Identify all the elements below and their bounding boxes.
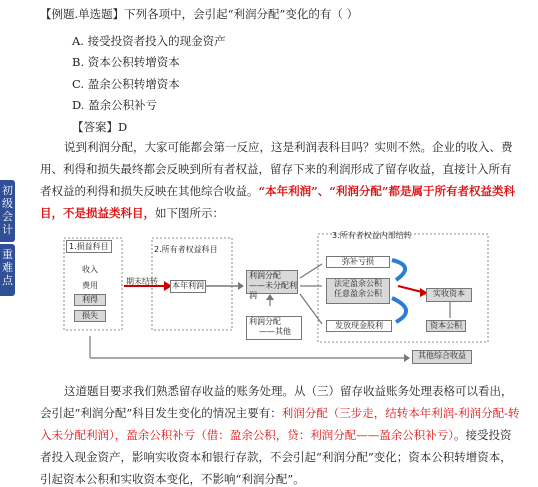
side-tab-char: 难 [2, 261, 13, 274]
accounting-flow-diagram [60, 226, 506, 370]
highlight-text: “本年利润”、“利润分配”都是属于所有者权益类科目，不是损益类科目， [40, 184, 515, 220]
explanation-paragraph-1 [40, 136, 520, 224]
group-1-title: 1.损益科目 [66, 240, 112, 253]
explanation-text: 如下图所示： [155, 206, 224, 220]
profit-distribution-other-box [246, 316, 302, 340]
option-b: B. 资本公积转增资本 [72, 55, 180, 69]
side-tab-char: 会 [2, 210, 13, 223]
other-label: ——其他 [259, 327, 291, 336]
undistributed-label: ——未分配利润 [249, 281, 297, 300]
side-tab-key-points[interactable] [0, 244, 15, 296]
cash-dividend-box: 发放现金股利 [326, 320, 392, 332]
option-a: A. 接受投资者投入的现金资产 [72, 34, 226, 48]
group-3-title: 3.所有者权益内部结转 [332, 231, 412, 240]
option-d: D. 盈余公积补亏 [72, 98, 158, 112]
explanation-text: 说到利润分配，大家可能都会第一反应，这是利润表科目吗？实则不然。企业的收入、费用、利得和损失最终都会反映到所有者权益，留存下来的利润形成了留存收益，直接计入所有者权益的利得和损失反映在其他综合收益。 [40, 140, 513, 198]
surplus-reserve-box [326, 278, 390, 304]
income-label: 收入 [82, 265, 98, 274]
capital-reserve-box: 资本公积 [426, 320, 466, 332]
explanation-text: 这道题目要求我们熟悉留存收益的账务处理。从（三）留存收益账务处理表格可以看出，会引起“利润分配”科目发生变化的情况主要有： [40, 384, 513, 420]
side-tab-char: 点 [2, 274, 13, 287]
discretionary-reserve-label: 任意盈余公积 [334, 289, 382, 298]
gain-box: 利得 [74, 294, 106, 306]
highlight-text: 利润分配（三步走，结转本年利润-利润分配-转入未分配利润），盈余公积补亏（借：盈余公积，贷：利润分配——盈余公积补亏） [40, 406, 520, 442]
side-tab-char: 初 [2, 184, 13, 197]
other-comprehensive-income-box: 其他综合收益 [412, 350, 472, 364]
loss-box: 损失 [74, 310, 106, 322]
expense-label: 费用 [82, 281, 98, 290]
question-title: 【例题.单选题】下列各项中，会引起“利润分配”变化的有（ ） [40, 7, 359, 21]
explanation-text: 。接受投资者投入现金资产，影响实收资本和银行存款，不会引起“利润分配”变化；资本公积转增资本，引起资本公积和实收资本变化，不影响“利润分配”。 [40, 428, 512, 486]
side-tab-char: 计 [2, 223, 13, 236]
legal-reserve-label: 法定盈余公积 [334, 279, 382, 288]
answer-label: 【答案】D [72, 120, 128, 134]
current-profit-box: 本年利润 [170, 280, 206, 293]
side-tab-char: 重 [2, 248, 13, 261]
profit-distribution-label: 利润分配 [249, 317, 281, 326]
explanation-paragraph-2 [40, 380, 520, 487]
option-c: C. 盈余公积转增资本 [72, 77, 180, 91]
profit-distribution-label: 利润分配 [249, 271, 281, 280]
group-2-title: 2.所有者权益科目 [154, 245, 218, 254]
period-end-label: 期末结转 [126, 277, 158, 286]
side-tab-junior-accounting[interactable] [0, 180, 15, 242]
profit-distribution-undistributed-box [246, 270, 298, 300]
side-tab-char: 级 [2, 197, 13, 210]
paid-in-capital-box: 实收资本 [426, 288, 472, 302]
make-up-loss-box: 弥补亏损 [326, 256, 390, 268]
